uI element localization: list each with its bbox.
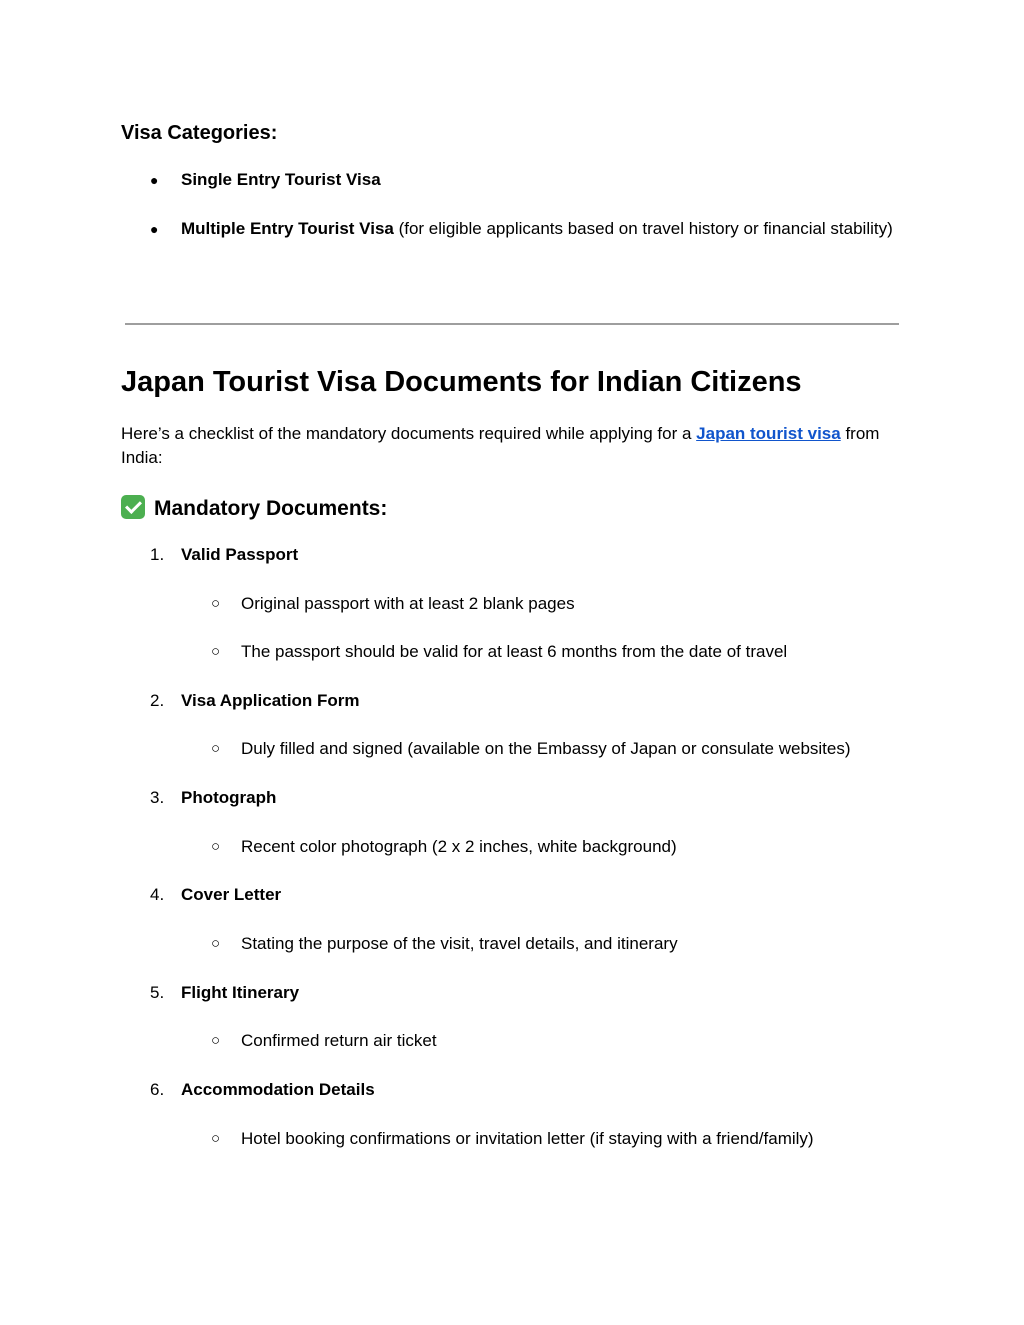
document-number: 3. [150,788,165,807]
document-detail-text: Duly filled and signed (available on the Embassy of Japan or consulate websites) [241,739,851,758]
document-detail-text: The passport should be valid for at least 6 months from the date of travel [241,642,788,661]
document-title: Visa Application Form [181,691,360,710]
intro-text-end: from India: [121,424,880,467]
document-title: Photograph [181,788,277,807]
check-mark-icon [121,495,145,519]
japan-tourist-visa-link[interactable]: Japan tourist visa [696,424,841,443]
visa-type-label: Single Entry Tourist Visa [181,170,381,189]
document-title: Accommodation Details [181,1080,375,1099]
bullet-glyph: ● [150,221,159,237]
sub-bullet-glyph: ○ [211,1130,221,1147]
document-number: 6. [150,1080,165,1099]
horizontal-divider [125,323,899,325]
document-detail-text: Confirmed return air ticket [241,1031,437,1050]
sub-bullet-glyph: ○ [211,1032,221,1049]
sub-bullet-glyph: ○ [211,838,221,855]
document-title: Valid Passport [181,545,299,564]
document-number: 2. [150,691,165,710]
document-number: 4. [150,885,165,904]
visa-type-label: Multiple Entry Tourist Visa [181,219,394,238]
document-number: 5. [150,983,165,1002]
visa-type-note: (for eligible applicants based on travel history or financial stability) [393,219,893,238]
sub-bullet-glyph: ○ [211,935,221,952]
list-item [0,168,1024,192]
document-title: Flight Itinerary [181,983,300,1002]
document-detail-text: Hotel booking confirmations or invitation letter (if staying with a friend/family) [241,1129,814,1148]
document-detail-text: Original passport with at least 2 blank pages [241,594,575,613]
document-title: Cover Letter [181,885,282,904]
intro-paragraph [121,422,911,470]
bullet-glyph: ● [150,172,159,188]
intro-text: Here’s a checklist of the mandatory documents required while applying for a [121,424,697,443]
mandatory-documents-heading [121,495,387,522]
list-item [0,217,1024,265]
sub-bullet-glyph: ○ [211,740,221,757]
page-title: Japan Tourist Visa Documents for Indian Citizens [121,366,802,398]
document-detail-text: Stating the purpose of the visit, travel details, and itinerary [241,934,678,953]
document-detail-text: Recent color photograph (2 x 2 inches, white background) [241,837,677,856]
document-number: 1. [150,545,165,564]
sub-bullet-glyph: ○ [211,595,221,612]
visa-categories-heading: Visa Categories: [121,122,278,144]
mandatory-documents-label: Mandatory Documents: [154,497,388,520]
sub-bullet-glyph: ○ [211,643,221,660]
